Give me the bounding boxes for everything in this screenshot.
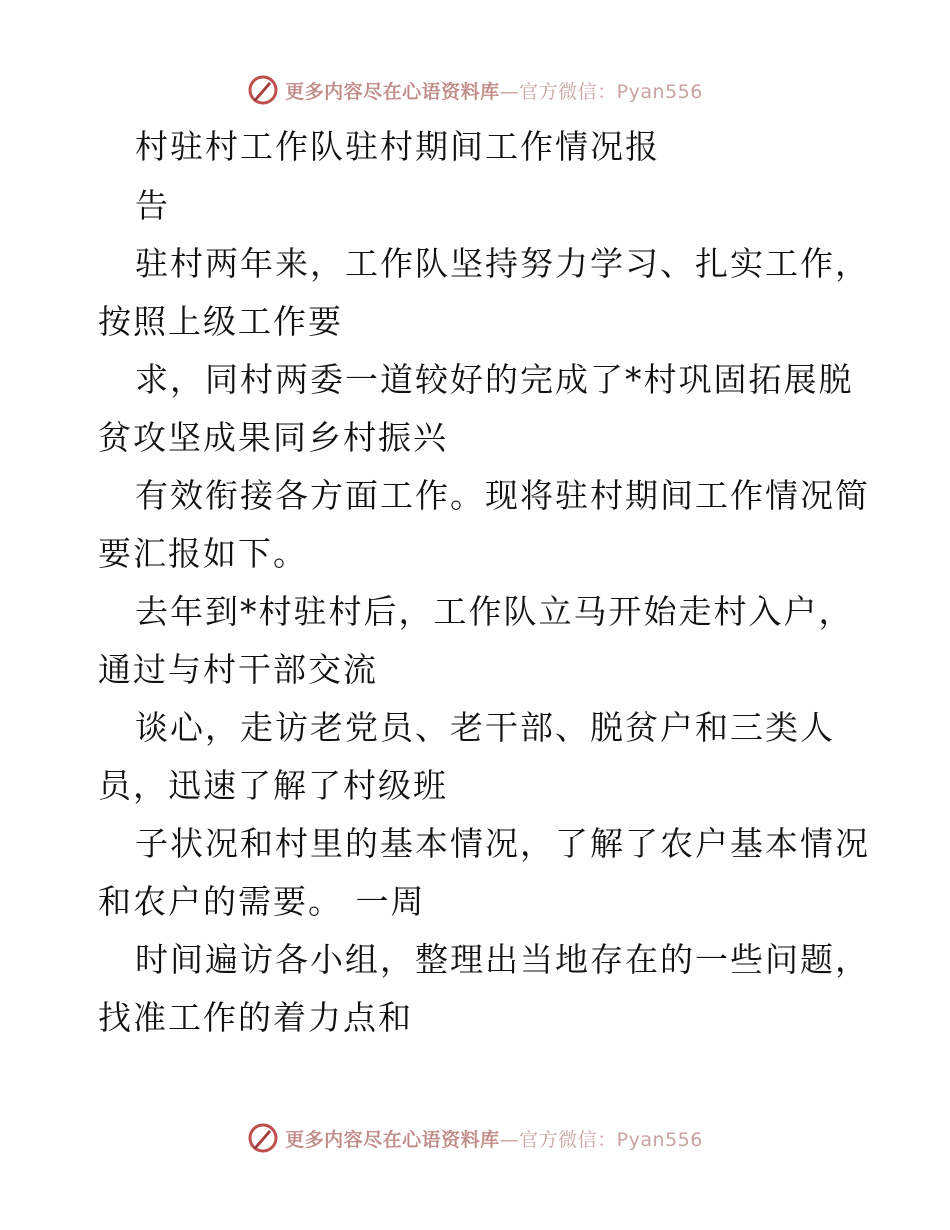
paragraph-line: 贫攻坚成果同乡村振兴	[98, 418, 448, 457]
watermark-brand: 更多内容尽在心语资料库	[285, 80, 500, 103]
document-title-line-1: 村驻村工作队驻村期间工作情况报	[135, 127, 660, 166]
paragraph-line: 时间遍访各小组，整理出当地存在的一些问题，	[135, 940, 870, 979]
watermark-text	[285, 1125, 703, 1152]
watermark-rest: —官方微信：Pyan556	[499, 1128, 703, 1151]
document-title-line-2: 告	[135, 186, 170, 225]
footer-watermark	[0, 1118, 950, 1158]
paragraph-line: 按照上级工作要	[98, 302, 343, 341]
watermark-rest: —官方微信：Pyan556	[499, 80, 703, 103]
watermark-brand: 更多内容尽在心语资料库	[285, 1128, 500, 1151]
quill-logo-icon	[247, 1122, 279, 1154]
paragraph-line: 要汇报如下。	[98, 534, 308, 573]
paragraph-line: 找准工作的着力点和	[98, 998, 413, 1037]
paragraph-line: 求，同村两委一道较好的完成了*村巩固拓展脱	[135, 360, 854, 399]
paragraph-line: 去年到*村驻村后，工作队立马开始走村入户，	[135, 592, 854, 631]
paragraph-line: 谈心，走访老党员、老干部、脱贫户和三类人	[135, 708, 835, 747]
header-watermark	[0, 70, 950, 110]
watermark-text	[285, 77, 703, 104]
paragraph-line: 驻村两年来，工作队坚持努力学习、扎实工作，	[135, 244, 870, 283]
paragraph-line: 子状况和村里的基本情况，了解了农户基本情况	[135, 824, 870, 863]
paragraph-line: 有效衔接各方面工作。现将驻村期间工作情况简	[135, 476, 870, 515]
paragraph-line: 通过与村干部交流	[98, 650, 378, 689]
paragraph-line: 员，迅速了解了村级班	[98, 766, 448, 805]
quill-logo-icon	[247, 74, 279, 106]
paragraph-line: 和农户的需要。 一周	[98, 882, 426, 921]
